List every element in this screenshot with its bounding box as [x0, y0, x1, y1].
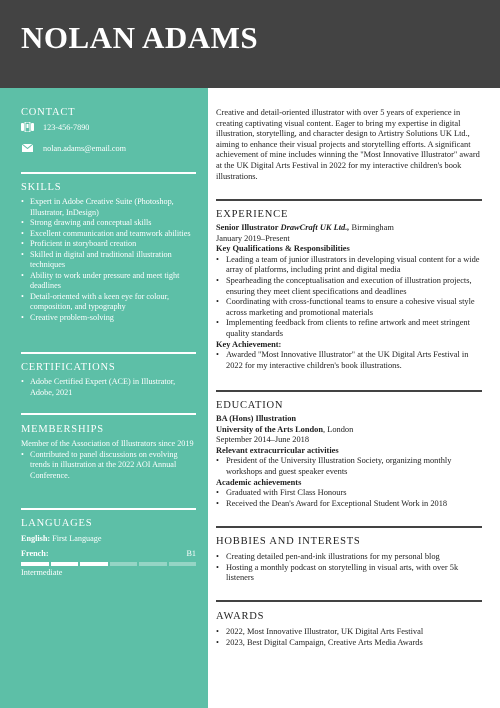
phone-text: 123-456-7890 — [43, 122, 90, 132]
list-item: • Coordinating with cross-functional teams to ensure a cohesive visual style across marketing and promotional materials — [216, 297, 482, 318]
language-level-segment — [169, 562, 197, 566]
language-level-segment — [21, 562, 49, 566]
language-french-caption: Intermediate — [21, 568, 63, 577]
language-french-label: French: — [21, 548, 49, 558]
email-text: nolan.adams@email.com — [43, 143, 127, 153]
education-school-line — [216, 425, 482, 436]
list-item: • Hosting a monthly podcast on storytelling in visual arts, with over 5k listeners — [216, 563, 482, 584]
list-item: • Contributed to panel discussions on evolving trends in illustration at the 2022 AOI Annual Conference. — [21, 450, 196, 482]
education-activities-list — [216, 456, 482, 477]
list-item: • Skilled in digital and traditional illustration techniques — [21, 250, 196, 271]
resume-header — [0, 0, 500, 88]
divider — [216, 526, 482, 528]
experience-achievement-heading — [216, 340, 482, 351]
list-item: • Implementing feedback from clients to refine artwork and meet stringent quality standards — [216, 318, 482, 339]
memberships-intro: Member of the Association of Illustrators since 2019 — [21, 439, 194, 448]
language-level-segment — [110, 562, 138, 566]
certifications-list — [21, 377, 196, 398]
languages-title: LANGUAGES — [21, 518, 93, 529]
experience-quals-heading — [216, 244, 482, 255]
contact-email — [21, 143, 126, 153]
hobbies-title: HOBBIES AND INTERESTS — [216, 536, 361, 547]
education-activities-heading — [216, 446, 482, 457]
language-english — [21, 534, 196, 545]
experience-section — [216, 208, 482, 371]
divider — [21, 508, 196, 510]
email-icon — [21, 143, 34, 153]
list-item: • Graduated with First Class Honours — [216, 488, 482, 499]
experience-dates: January 2019–Present — [216, 233, 290, 243]
divider — [216, 600, 482, 602]
list-item: • 2022, Most Innovative Illustrator, UK Digital Arts Festival — [216, 627, 482, 638]
skills-title: SKILLS — [21, 182, 62, 193]
list-item: • Proficient in storyboard creation — [21, 239, 196, 250]
divider — [21, 352, 196, 354]
awards-list — [216, 627, 482, 648]
education-school: University of the Arts London — [216, 424, 324, 434]
list-item: • Ability to work under pressure and meet tight deadlines — [21, 271, 196, 292]
certifications-title: CERTIFICATIONS — [21, 362, 116, 373]
education-location: , London — [323, 424, 354, 434]
education-degree-text: BA (Hons) Illustration — [216, 414, 297, 423]
list-item: • 2023, Best Digital Campaign, Creative Arts Media Awards — [216, 638, 482, 649]
experience-title: EXPERIENCE — [216, 209, 289, 220]
language-level-segment — [139, 562, 167, 566]
language-level-segment — [51, 562, 79, 566]
list-item: • Expert in Adobe Creative Suite (Photoshop, Illustrator, InDesign) — [21, 197, 196, 218]
contact-phone — [21, 122, 89, 132]
experience-role: Senior Illustrator — [216, 223, 279, 232]
hobbies-list — [216, 552, 482, 584]
divider — [21, 413, 196, 415]
skills-list — [21, 197, 196, 323]
memberships-list — [21, 450, 196, 482]
list-item: • Excellent communication and teamwork abilities — [21, 229, 196, 240]
language-french — [21, 549, 196, 560]
experience-achievements-list — [216, 350, 482, 371]
education-section — [216, 399, 482, 509]
language-french-level: B1 — [186, 548, 196, 558]
summary-text: Creative and detail-oriented illustrator with over 5 years of experience in creating captivating visual content. Eager to bring my expertise in digital illustration, storytelling, and character design to Artistry Solutions UK Ltd., aiming to enhance their visual projects and storytelling efforts. A significant achievement of mine includes winning the "Most Innovative Illustrator" award at the UK Digital Arts Festival in 2022 for my interactive children's book illustrations. — [216, 108, 480, 181]
phone-icon — [21, 122, 34, 132]
language-english-value: First Language — [52, 534, 102, 543]
awards-section — [216, 610, 482, 648]
contact-title: CONTACT — [21, 107, 76, 118]
experience-location: Birmingham — [349, 223, 394, 232]
experience-list — [216, 255, 482, 340]
list-item: • Strong drawing and conceptual skills — [21, 218, 196, 229]
divider — [21, 172, 196, 174]
divider — [216, 199, 482, 201]
memberships-title: MEMBERSHIPS — [21, 424, 104, 435]
language-english-label: English: — [21, 534, 51, 543]
language-french-level-bar — [21, 562, 196, 566]
education-academic-heading-text: Academic achievements — [216, 477, 302, 487]
education-academic-heading — [216, 478, 482, 489]
experience-quals-heading-text: Key Qualifications & Responsibilities — [216, 244, 350, 254]
list-item: • Leading a team of junior illustrators in developing visual content for a wide array of platforms, including print and digital media — [216, 255, 482, 276]
hobbies-section — [216, 535, 482, 584]
education-title: EDUCATION — [216, 400, 284, 411]
experience-achievement-heading-text: Key Achievement: — [216, 339, 282, 349]
language-level-segment — [80, 562, 108, 566]
experience-role-line — [216, 223, 482, 234]
contact-section — [21, 106, 196, 119]
list-item: • Creating detailed pen-and-ink illustrations for my personal blog — [216, 552, 482, 563]
education-activities-heading-text: Relevant extracurricular activities — [216, 445, 339, 455]
list-item: • Awarded "Most Innovative Illustrator" at the UK Digital Arts Festival in 2022 for my interactive children's book illustrations. — [216, 350, 482, 371]
candidate-name: NOLAN ADAMS — [21, 20, 259, 55]
list-item: • President of the University Illustration Society, organizing monthly workshops and guest speaker events — [216, 456, 482, 477]
divider — [216, 390, 482, 392]
memberships-section — [21, 423, 196, 481]
list-item: • Creative problem-solving — [21, 313, 196, 324]
awards-title: AWARDS — [216, 611, 265, 622]
education-dates: September 2014–June 2018 — [216, 435, 310, 445]
certifications-section — [21, 361, 196, 398]
list-item: • Detail-oriented with a keen eye for colour, composition, and typography — [21, 292, 196, 313]
list-item: • Received the Dean's Award for Exceptional Student Work in 2018 — [216, 499, 482, 510]
experience-company: DrawCraft UK Ltd., — [280, 223, 350, 232]
list-item: • Spearheading the conceptualisation and execution of illustration projects, ensuring they meet client specifications and deadlines — [216, 276, 482, 297]
list-item: • Adobe Certified Expert (ACE) in Illustrator, Adobe, 2021 — [21, 377, 196, 398]
education-academic-list — [216, 488, 482, 509]
languages-section — [21, 517, 196, 559]
skills-section — [21, 181, 196, 323]
education-degree — [216, 414, 482, 425]
